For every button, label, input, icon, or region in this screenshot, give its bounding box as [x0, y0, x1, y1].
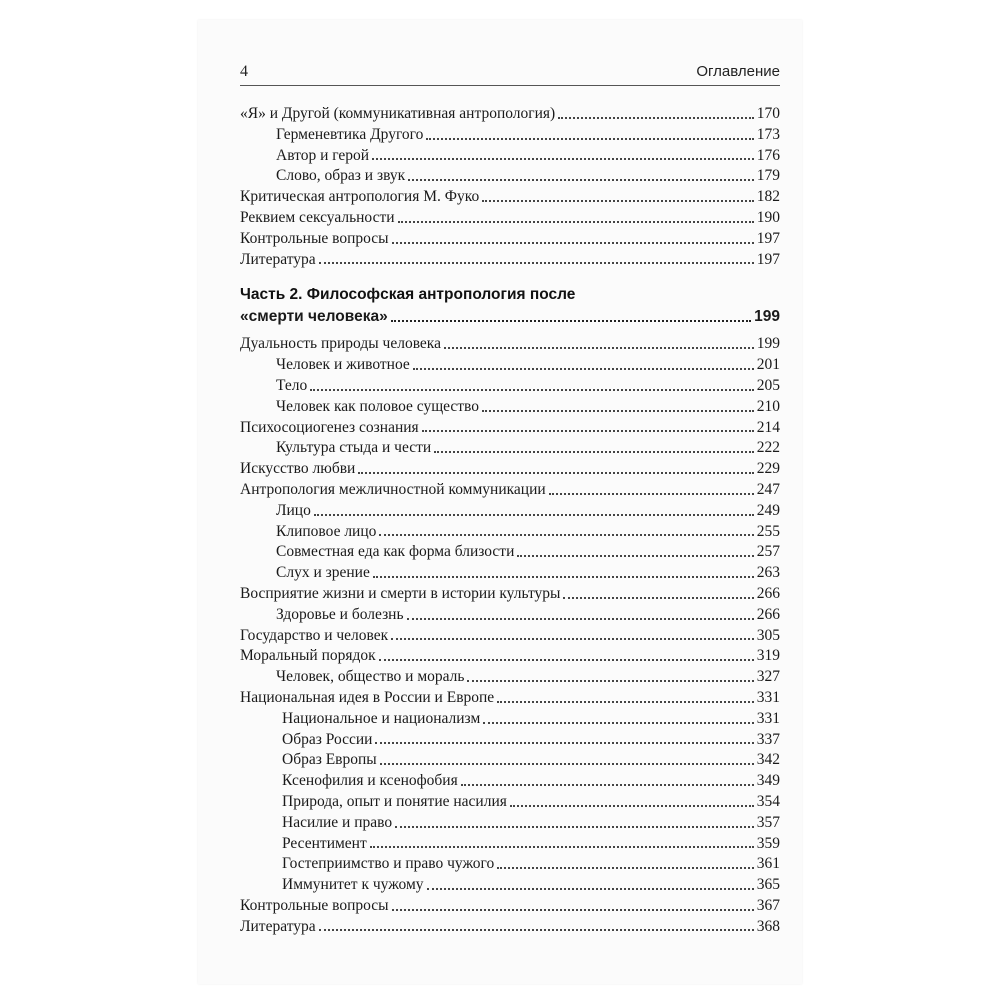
toc-entry-page: 331	[756, 709, 780, 727]
toc-entry-page: 266	[756, 605, 780, 623]
toc-entry-page: 367	[756, 896, 780, 914]
toc-entry-page: 179	[756, 167, 780, 185]
dot-leader	[426, 137, 753, 140]
part-title-line2: «смерти человека»	[240, 308, 388, 326]
toc-entry-title: Природа, опыт и понятие насилия	[282, 792, 507, 810]
toc-entry-page: 257	[756, 543, 780, 561]
toc-entry-page: 247	[756, 480, 780, 498]
toc-entry-page: 229	[756, 460, 780, 478]
toc-entry	[240, 646, 780, 667]
toc-entry-title: Человек, общество и мораль	[276, 668, 465, 686]
toc-section-before	[240, 104, 780, 270]
toc-entry	[240, 813, 780, 834]
toc-entry-title: Государство и человек	[240, 626, 389, 644]
toc-entry-page: 170	[756, 105, 780, 122]
part-page: 199	[754, 308, 780, 326]
page-header	[240, 61, 780, 86]
dot-leader	[413, 367, 754, 370]
dot-leader	[310, 388, 754, 391]
toc-entry-title: Национальное и национализм	[282, 709, 481, 727]
toc-entry	[240, 522, 780, 543]
toc-entry-title: Антропология межличностной коммуникации	[240, 480, 546, 498]
dot-leader	[497, 700, 754, 703]
toc-entry	[240, 334, 780, 355]
toc-entry-page: 342	[756, 751, 780, 769]
toc-entry	[240, 792, 780, 813]
toc-entry-title: Моральный порядок	[240, 647, 376, 665]
dot-leader	[319, 261, 754, 264]
toc-entry-page: 197	[756, 250, 780, 268]
toc-entry-title: Дуальность природы человека	[240, 335, 441, 353]
toc-entry-title: Культура стыда и чести	[276, 439, 432, 457]
toc-entry-title: Ресентимент	[282, 834, 367, 852]
toc-entry-page: 173	[756, 125, 780, 143]
toc-entry	[240, 229, 780, 250]
toc-entry-title: Лицо	[276, 501, 311, 519]
dot-leader	[370, 845, 754, 848]
dot-leader	[392, 241, 754, 244]
toc-entry	[240, 501, 780, 522]
toc-entry-page: 305	[756, 626, 780, 644]
toc-entry	[240, 605, 780, 626]
toc-entry-page: 349	[756, 772, 780, 790]
toc-entry-title: Литература	[240, 917, 316, 935]
toc-entry-page: 176	[756, 146, 780, 164]
dot-leader	[407, 617, 754, 620]
toc-entry	[240, 563, 780, 584]
toc-entry	[240, 688, 780, 709]
toc-entry-title: Критическая антропология М. Фуко	[240, 188, 480, 206]
toc-entry-title: Герменевтика Другого	[276, 125, 424, 143]
dot-leader	[482, 409, 754, 412]
dot-leader	[373, 575, 754, 578]
dot-leader	[375, 741, 753, 744]
toc-entry-title: Восприятие жизни и смерти в истории культуры	[240, 584, 561, 602]
dot-leader	[461, 783, 754, 786]
toc-entry	[240, 584, 780, 605]
dot-leader	[319, 928, 754, 931]
toc-entry	[240, 355, 780, 376]
toc-entry-title: Ксенофилия и ксенофобия	[282, 772, 458, 790]
page-number: 4	[240, 63, 248, 80]
toc-entry	[240, 438, 780, 459]
dot-leader	[358, 471, 753, 474]
dot-leader	[379, 658, 754, 661]
toc-entry	[240, 730, 780, 751]
toc-entry-title: Реквием сексуальности	[240, 208, 395, 226]
toc-entry	[240, 480, 780, 501]
dot-leader	[392, 908, 754, 911]
toc-entry-title: Искусство любви	[240, 460, 356, 478]
toc-entry-page: 319	[756, 647, 780, 665]
toc-entry	[240, 208, 780, 229]
running-title: Оглавление	[696, 63, 780, 80]
toc-entry	[240, 104, 780, 125]
toc-entry-title: Тело	[276, 376, 308, 394]
dot-leader	[444, 346, 754, 349]
toc-entry	[240, 166, 780, 187]
toc-entry-page: 263	[756, 564, 780, 582]
toc-entry-page: 331	[756, 688, 780, 706]
toc-entry-title: Контрольные вопросы	[240, 896, 389, 914]
toc-entry-page: 222	[756, 439, 780, 457]
dot-leader	[380, 762, 754, 765]
part-title-line1: Часть 2. Философская антропология после	[240, 286, 576, 304]
dot-leader	[483, 721, 753, 724]
dot-leader	[563, 596, 753, 599]
part-heading	[240, 284, 780, 328]
toc-entry-title: Контрольные вопросы	[240, 229, 389, 247]
toc-section-after	[240, 334, 780, 937]
toc-entry-title: Образ Европы	[282, 751, 377, 769]
toc-entry-title: Автор и герой	[276, 146, 370, 164]
part-title-row	[240, 306, 780, 328]
toc-entry-page: 359	[756, 834, 780, 852]
toc-entry-page: 214	[756, 418, 780, 436]
toc-entry-page: 266	[756, 584, 780, 602]
toc-entry-page: 210	[756, 397, 780, 415]
toc-entry-title: Образ России	[282, 730, 373, 748]
toc-entry-title: Клиповое лицо	[276, 522, 377, 540]
dot-leader	[379, 533, 753, 536]
toc-entry	[240, 875, 780, 896]
toc-entry-page: 201	[756, 356, 780, 374]
toc-entry	[240, 459, 780, 480]
toc-entry-page: 182	[756, 188, 780, 206]
toc-entry-page: 368	[756, 917, 780, 935]
toc-entry	[240, 854, 780, 875]
toc-entry	[240, 397, 780, 418]
toc-entry-page: 197	[756, 229, 780, 247]
dot-leader	[395, 825, 754, 828]
toc-entry-title: Иммунитет к чужому	[282, 876, 424, 894]
dot-leader	[482, 199, 754, 202]
toc-entry-title: Национальная идея в России и Европе	[240, 688, 495, 706]
dot-leader	[467, 679, 753, 682]
toc-entry	[240, 125, 780, 146]
toc-entry-page: 354	[756, 792, 780, 810]
toc-entry-title: Здоровье и болезнь	[276, 605, 404, 623]
toc-entry	[240, 709, 780, 730]
dot-leader	[398, 220, 754, 223]
toc-entry-page: 337	[756, 730, 780, 748]
dot-leader	[434, 450, 754, 453]
dot-leader	[549, 492, 754, 495]
toc-entry-page: 190	[756, 208, 780, 226]
dot-leader	[391, 319, 751, 322]
toc-entry	[240, 626, 780, 647]
toc-entry-page: 327	[756, 668, 780, 686]
toc-entry-title: Человек и животное	[276, 356, 410, 374]
dot-leader	[422, 429, 754, 432]
table-of-contents	[240, 104, 780, 937]
toc-entry-title: «Я» и Другой (коммуникативная антропология)	[240, 105, 556, 122]
toc-entry	[240, 250, 780, 271]
dot-leader	[408, 178, 754, 181]
toc-entry	[240, 376, 780, 397]
toc-entry-title: Совместная еда как форма близости	[276, 543, 515, 561]
toc-entry	[240, 834, 780, 855]
toc-entry	[240, 896, 780, 917]
toc-entry-title: Литература	[240, 250, 316, 268]
dot-leader	[372, 157, 754, 160]
dot-leader	[558, 116, 754, 119]
toc-entry-page: 365	[756, 876, 780, 894]
toc-entry-page: 361	[756, 855, 780, 873]
toc-entry-title: Насилие и право	[282, 813, 393, 831]
toc-entry	[240, 667, 780, 688]
dot-leader	[510, 804, 754, 807]
toc-entry	[240, 750, 780, 771]
toc-entry-page: 249	[756, 501, 780, 519]
toc-entry	[240, 418, 780, 439]
toc-entry	[240, 917, 780, 938]
dot-leader	[427, 887, 754, 890]
toc-entry-title: Психосоциогенез сознания	[240, 418, 419, 436]
toc-entry-page: 255	[756, 522, 780, 540]
toc-entry-title: Гостеприимство и право чужого	[282, 855, 495, 873]
toc-entry	[240, 146, 780, 167]
toc-entry-page: 205	[756, 376, 780, 394]
toc-entry-title: Слух и зрение	[276, 564, 370, 582]
toc-entry	[240, 771, 780, 792]
toc-entry-title: Человек как половое существо	[276, 397, 480, 415]
dot-leader	[314, 513, 754, 516]
toc-entry	[240, 187, 780, 208]
toc-entry	[240, 542, 780, 563]
toc-entry-page: 357	[756, 813, 780, 831]
dot-leader	[517, 554, 753, 557]
dot-leader	[497, 866, 753, 869]
dot-leader	[391, 637, 754, 640]
toc-entry-page: 199	[756, 335, 780, 353]
toc-entry-title: Слово, образ и звук	[276, 167, 406, 185]
